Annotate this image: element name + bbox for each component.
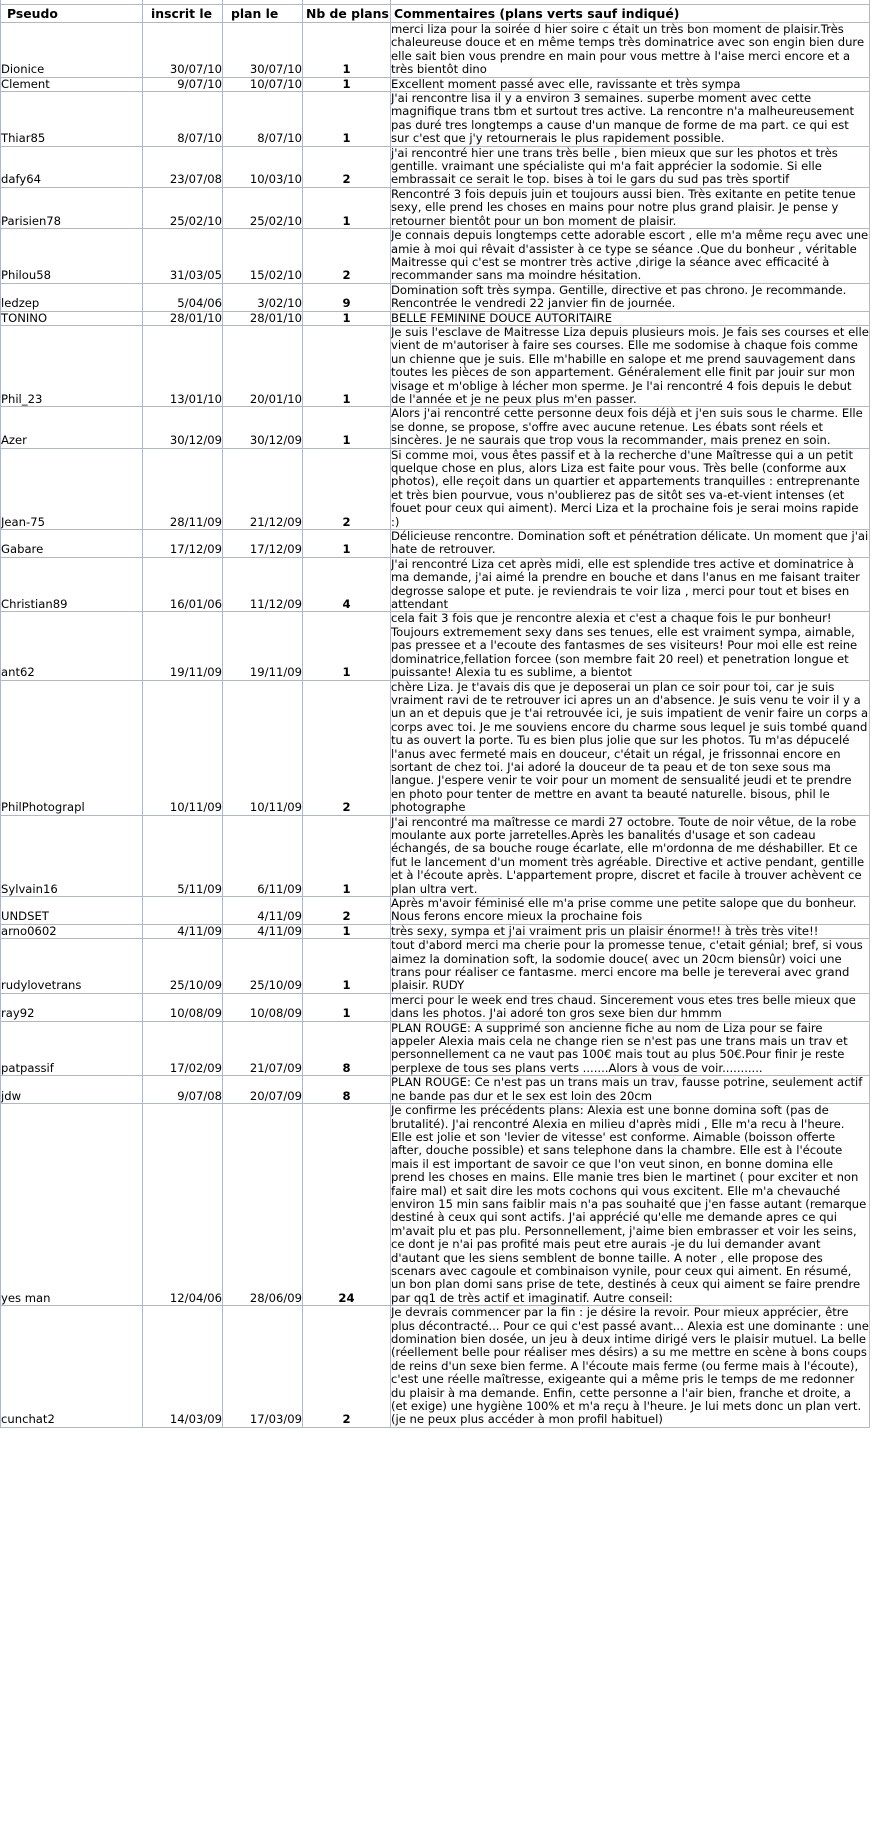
cell-plan-le[interactable]: 28/06/09: [223, 1104, 303, 1306]
cell-nb-de-plans[interactable]: 1: [303, 530, 391, 558]
column-header-pseudo[interactable]: Pseudo: [1, 5, 143, 23]
cell-commentaire[interactable]: [391, 77, 870, 91]
cell-plan-le[interactable]: 10/07/10: [223, 77, 303, 91]
table-row: [1, 187, 870, 228]
cell-inscrit-le[interactable]: 16/01/06: [143, 557, 223, 612]
cell-pseudo[interactable]: Dionice: [1, 23, 143, 78]
table-row: [1, 924, 870, 938]
cell-nb-de-plans[interactable]: 1: [303, 92, 391, 147]
table-row: [1, 77, 870, 91]
column-header-comment[interactable]: Commentaires (plans verts sauf indiqué): [391, 5, 870, 23]
comment-text: Je confirme les précédents plans: Alexia est une bonne domina soft (pas de brutalité). J'ai rencontré Alexia en milieu d'après midi , Elle m'a recu à l'heure. Elle est jolie et son 'levier de vitesse' est conforme. Aimable (boisson offerte after, douche possible) et sans telephone dans la chambre. Elle est à l'écoute mais il est important de savoir ce que l'on veut sinon, en bonne domina elle prend les choses en mains. Elle manie tres bien le martinet ( pour exciter et non faire mal) et sait dire les mots cochons qui vous excitent. Elle m'a chevauché environ 15 min sans faiblir mais n'a pas souhaité que j'en fasse autant (remarque destiné à ceux qui sont actifs. J'ai apprécié qu'elle me demande apres ce qui m'avait plu et pas plu. Personnellement, j'aime bien embrasser et voir les seins, ce dont je n'ai pas profité mais peut etre aurais -je du lui demander avant d'autant que les siens semblent de bonne taille. A noter , elle propose des scenars avec cagoule et combinaison vynile, pour ceux qui aiment. En résumé, un bon plan domi sans prise de tete, destinés à ceux qui aiment se faire prendre par qq1 de très actif et imaginatif. Autre conseil:: [391, 1103, 867, 1305]
cell-pseudo[interactable]: jdw: [1, 1076, 143, 1104]
cell-nb-de-plans[interactable]: 1: [303, 23, 391, 78]
cell-commentaire[interactable]: [391, 187, 870, 228]
cell-pseudo[interactable]: ledzep: [1, 283, 143, 311]
table-header-row: [1, 5, 870, 23]
table-row: [1, 146, 870, 187]
comment-text: PLAN ROUGE: A supprimé son ancienne fiche au nom de Liza pour se faire appeler Alexia mais cela ne change rien se n'est pas une trans mais un trav et personnellement ca ne vaut pas 100€ mais tout au plus 50€.Pour finir je reste perplexe de tous ses plans verts .......Alors à vous de voir...........: [391, 1021, 848, 1075]
cell-inscrit-le[interactable]: 14/03/09: [143, 1306, 223, 1428]
comment-text: Alors j'ai rencontré cette personne deux fois déjà et j'en suis sous le charme. Elle se donne, se propose, s'offre avec aucune retenue. Les ébats sont réels et sincères. Je ne saurais que trop vous la recommander, mais prenez en soin.: [391, 406, 863, 448]
comment-text: chère Liza. Je t'avais dis que je deposerai un plan ce soir pour toi, car je suis vraiment ravi de te retrouver ici apres un an d'absence. Je suis venu te voir il y a un an et depuis que je t'ai retrouvée ici, je suis impatient de venir faire un corps a corps avec toi. Je me souviens encore du charme sous lequel je suis tombé quand tu as ouvert la porte. Tu es bien plus jolie que sur les photos. Tu m'as dépucelé l'anus avec fermeté mais en douceur, c'était un régal, je frissonnai encore en sortant de chez toi. J'ai adoré la douceur de ta peau et de ton sexe sous ma langue. J'espere venir te voir pour un moment de sensualité jeudi et te prendre en photo pour tenter de mettre en avant ta beauté naturelle. bisous, phil le photographe: [391, 680, 869, 815]
cell-plan-le[interactable]: 21/07/09: [223, 1021, 303, 1076]
table-row: [1, 1306, 870, 1428]
cell-nb-de-plans[interactable]: 2: [303, 1306, 391, 1428]
comment-text: cela fait 3 fois que je rencontre alexia et c'est a chaque fois le pur bonheur! Toujours extremement sexy dans ses tenues, elle est vraiment sympa, aimable, pas pressee et a l'ecoute des fantasmes de ses visiteurs! Pour moi elle est reine dominatrice,fellation forcee (son membre fait 20 reel) et penetration longue et puissante! Alexia tu es sublime, a bientot: [391, 611, 858, 680]
cell-nb-de-plans[interactable]: 2: [303, 448, 391, 529]
cell-inscrit-le[interactable]: 31/03/05: [143, 229, 223, 284]
cell-inscrit-le[interactable]: 13/01/10: [143, 325, 223, 406]
cell-inscrit-le[interactable]: 30/12/09: [143, 407, 223, 448]
comment-text: BELLE FEMININE DOUCE AUTORITAIRE: [391, 311, 613, 325]
cell-nb-de-plans[interactable]: 1: [303, 815, 391, 896]
cell-inscrit-le[interactable]: 19/11/09: [143, 612, 223, 680]
cell-nb-de-plans[interactable]: 2: [303, 146, 391, 187]
cell-inscrit-le[interactable]: [143, 897, 223, 925]
cell-plan-le[interactable]: 4/11/09: [223, 924, 303, 938]
cell-inscrit-le[interactable]: 12/04/06: [143, 1104, 223, 1306]
cell-pseudo[interactable]: Sylvain16: [1, 815, 143, 896]
cell-nb-de-plans[interactable]: 4: [303, 557, 391, 612]
table-body: [1, 0, 870, 1427]
column-header-nb[interactable]: Nb de plans: [303, 5, 391, 23]
cell-nb-de-plans[interactable]: 2: [303, 680, 391, 815]
cell-pseudo[interactable]: TONINO: [1, 311, 143, 325]
cell-pseudo[interactable]: Clement: [1, 77, 143, 91]
cell-nb-de-plans[interactable]: 1: [303, 939, 391, 994]
table-row: [1, 92, 870, 147]
cell-inscrit-le[interactable]: 8/07/10: [143, 92, 223, 147]
table-row: [1, 1076, 870, 1104]
comment-text: Excellent moment passé avec elle, ravissante et très sympa: [391, 77, 741, 91]
cell-commentaire[interactable]: [391, 815, 870, 896]
table-row: [1, 993, 870, 1021]
cell-commentaire[interactable]: [391, 92, 870, 147]
table-row: [1, 815, 870, 896]
cell-commentaire[interactable]: [391, 448, 870, 529]
cell-pseudo[interactable]: patpassif: [1, 1021, 143, 1076]
cell-plan-le[interactable]: 19/11/09: [223, 612, 303, 680]
cell-plan-le[interactable]: 20/07/09: [223, 1076, 303, 1104]
table-row: [1, 229, 870, 284]
cell-plan-le[interactable]: 20/01/10: [223, 325, 303, 406]
comment-text: très sexy, sympa et j'ai vraiment pris un plaisir énorme!! à très très vite!!: [391, 924, 819, 938]
table-row: [1, 23, 870, 78]
cell-plan-le[interactable]: 10/08/09: [223, 993, 303, 1021]
cell-plan-le[interactable]: 8/07/10: [223, 92, 303, 147]
cell-pseudo[interactable]: PhilPhotograpl: [1, 680, 143, 815]
cell-commentaire[interactable]: [391, 924, 870, 938]
cell-plan-le[interactable]: 15/02/10: [223, 229, 303, 284]
table-row: [1, 680, 870, 815]
cell-commentaire[interactable]: [391, 283, 870, 311]
cell-commentaire[interactable]: [391, 407, 870, 448]
cell-plan-le[interactable]: 28/01/10: [223, 311, 303, 325]
table-row: [1, 530, 870, 558]
cell-plan-le[interactable]: 10/11/09: [223, 680, 303, 815]
cell-commentaire[interactable]: [391, 1306, 870, 1428]
cell-commentaire[interactable]: [391, 146, 870, 187]
cell-plan-le[interactable]: 25/02/10: [223, 187, 303, 228]
table-row: [1, 407, 870, 448]
cell-nb-de-plans[interactable]: 9: [303, 283, 391, 311]
cell-pseudo[interactable]: rudylovetrans: [1, 939, 143, 994]
cell-pseudo[interactable]: Azer: [1, 407, 143, 448]
cell-inscrit-le[interactable]: 9/07/08: [143, 1076, 223, 1104]
comment-text: PLAN ROUGE: Ce n'est pas un trans mais un trav, fausse potrine, seulement actif ne bande pas dur et le sex est loin des 20cm: [391, 1075, 863, 1103]
cell-nb-de-plans[interactable]: 1: [303, 325, 391, 406]
cell-nb-de-plans[interactable]: 8: [303, 1021, 391, 1076]
cell-pseudo[interactable]: ray92: [1, 993, 143, 1021]
comment-text: Je devrais commencer par la fin : je désire la revoir. Pour mieux apprécier, être plus décontracté... Pour ce qui c'est passé avant... Alexia est une dominante : une domination bien dosée, un jeu à deux intime dirigé vers le plaisir mutuel. La belle (réellement belle pour réaliser mes désirs) a su me mettre en scène à bons coups de reins d'un sexe bien ferme. A l'écoute mais ferme (ou ferme mais à l'écoute), c'est une réelle maîtresse, exigeante qui a même pris le temps de me redonner du plaisir à ma demande. Enfin, cette personne a l'air bien, franche et droite, a (et exige) une hygiène 100% et m'a reçu à l'heure. Je lui mets donc un plan vert. (je ne peux plus accéder à mon profil habituel): [391, 1305, 869, 1427]
cell-plan-le[interactable]: 25/10/09: [223, 939, 303, 994]
table-row: [1, 325, 870, 406]
cell-commentaire[interactable]: [391, 1021, 870, 1076]
cell-commentaire[interactable]: [391, 993, 870, 1021]
comment-text: J'ai rencontré ma maîtresse ce mardi 27 octobre. Toute de noir vêtue, de la robe moulante aux porte jarretelles.Après les banalités d'usage et son cadeau échangés, de sa bouche rouge écarlate, elle m'ordonna de me déshabiller. Et ce fut le lancement d'un moment très agréable. Directive et active pendant, gentille et à l'écoute après. L'appartement propre, discret et facile à trouver achèvent ce plan ultra vert.: [391, 815, 865, 896]
comment-text: J'ai rencontré Liza cet après midi, elle est splendide tres active et dominatrice à ma demande, j'ai aimé la prendre en bouche et dans l'anus en me faisant traiter degrosse salope et pute. je reviendrais te voir liza , merci pour tout et bises en attendant: [391, 557, 860, 612]
table-row: [1, 1021, 870, 1076]
cell-commentaire[interactable]: [391, 612, 870, 680]
comment-text: Domination soft très sympa. Gentille, directive et pas chrono. Je recommande. Rencontrée le vendredi 22 janvier fin de journée.: [391, 283, 847, 311]
cell-nb-de-plans[interactable]: 24: [303, 1104, 391, 1306]
comment-text: tout d'abord merci ma cherie pour la promesse tenue, c'etait génial; bref, si vous aimez la domination soft, la sodomie douce( avec un 20cm biensûr) voici une trans pour réaliser ce fantasme. merci encore ma belle je tereverai avec grand plaisir. RUDY: [391, 938, 863, 993]
cell-nb-de-plans[interactable]: 2: [303, 229, 391, 284]
cell-nb-de-plans[interactable]: 1: [303, 407, 391, 448]
cell-pseudo[interactable]: Thiar85: [1, 92, 143, 147]
cell-pseudo[interactable]: UNDSET: [1, 897, 143, 925]
cell-nb-de-plans[interactable]: 2: [303, 897, 391, 925]
cell-inscrit-le[interactable]: 23/07/08: [143, 146, 223, 187]
cell-inscrit-le[interactable]: 25/02/10: [143, 187, 223, 228]
cell-inscrit-le[interactable]: 17/12/09: [143, 530, 223, 558]
cell-nb-de-plans[interactable]: 1: [303, 77, 391, 91]
cell-plan-le[interactable]: 17/12/09: [223, 530, 303, 558]
cell-commentaire[interactable]: [391, 557, 870, 612]
cell-inscrit-le[interactable]: 5/11/09: [143, 815, 223, 896]
comment-text: Délicieuse rencontre. Domination soft et pénétration délicate. Un moment que j'ai hate de retrouver.: [391, 529, 869, 557]
cell-nb-de-plans[interactable]: 1: [303, 924, 391, 938]
cell-pseudo[interactable]: Gabare: [1, 530, 143, 558]
cell-inscrit-le[interactable]: 9/07/10: [143, 77, 223, 91]
cell-plan-le[interactable]: 6/11/09: [223, 815, 303, 896]
cell-commentaire[interactable]: [391, 229, 870, 284]
cell-commentaire[interactable]: [391, 325, 870, 406]
cell-inscrit-le[interactable]: 25/10/09: [143, 939, 223, 994]
cell-plan-le[interactable]: 4/11/09: [223, 897, 303, 925]
comment-text: Rencontré 3 fois depuis juin et toujours aussi bien. Très exitante en petite tenue sexy, elle prend les choses en mains pour notre plus grand plaisir. Je pense y retourner bientôt pour un bon moment de plaisir.: [391, 187, 856, 228]
cell-plan-le[interactable]: 30/12/09: [223, 407, 303, 448]
comment-text: Si comme moi, vous êtes passif et à la recherche d'une Maîtresse qui a un petit quelque chose en plus, alors Liza est faite pour vous. Très belle (conforme aux photos), elle reçoit dans un quartier et appartements tranquilles : entreprenante et très bien pourvue, vous n'oublierez pas de sitôt ses va-et-vient intenses (et fouet pour ceux qui aiment). Merci Liza et la prochaine fois je serai moins rapide :): [391, 448, 860, 529]
cell-pseudo[interactable]: arno0602: [1, 924, 143, 938]
cell-commentaire[interactable]: [391, 1076, 870, 1104]
cell-plan-le[interactable]: 10/03/10: [223, 146, 303, 187]
cell-commentaire[interactable]: [391, 1104, 870, 1306]
table-row: [1, 311, 870, 325]
cell-plan-le[interactable]: 21/12/09: [223, 448, 303, 529]
table-row: [1, 448, 870, 529]
table-row: [1, 283, 870, 311]
cell-nb-de-plans[interactable]: 1: [303, 311, 391, 325]
cell-commentaire[interactable]: [391, 23, 870, 78]
cell-inscrit-le[interactable]: 5/04/06: [143, 283, 223, 311]
cell-inscrit-le[interactable]: 10/08/09: [143, 993, 223, 1021]
cell-plan-le[interactable]: 30/07/10: [223, 23, 303, 78]
cell-plan-le[interactable]: 17/03/09: [223, 1306, 303, 1428]
cell-inscrit-le[interactable]: 28/11/09: [143, 448, 223, 529]
cell-inscrit-le[interactable]: 30/07/10: [143, 23, 223, 78]
comment-text: Je connais depuis longtemps cette adorable escort , elle m'a même reçu avec une amie à moi qui rêvait d'assister à ce type se séance .Que du bonheur , véritable Maitresse qui c'est se montrer très active ,dirige la séance avec efficacité à recommander sans ma moindre hésitation.: [391, 228, 869, 283]
cell-plan-le[interactable]: 11/12/09: [223, 557, 303, 612]
cell-inscrit-le[interactable]: 10/11/09: [143, 680, 223, 815]
cell-commentaire[interactable]: [391, 897, 870, 925]
cell-pseudo[interactable]: Parisien78: [1, 187, 143, 228]
cell-inscrit-le[interactable]: 28/01/10: [143, 311, 223, 325]
cell-pseudo[interactable]: dafy64: [1, 146, 143, 187]
column-header-inscrit[interactable]: inscrit le: [143, 5, 223, 23]
comment-text: j'ai rencontré hier une trans très belle , bien mieux que sur les photos et très gentille. vraimant une spécialiste qui m'a fait apprécier la sodomie. Si elle embrassait ce serait le top. bises à toi le gars du sud pas très sportif: [391, 146, 838, 187]
comment-text: Je suis l'esclave de Maitresse Liza depuis plusieurs mois. Je fais ses courses et elle vient de m'autoriser à faire ses courses. Elle me sodomise à chaque fois comme un chienne que je suis. Elle m'habille en salope et me prend sauvagement dans toutes les pièces de son appartement. Généralement elle finit par jouir sur mon visage et m'oblige à lécher mon sperme. Je l'ai rencontré 4 fois depuis le debut de l'année et je ne peux plus m'en passer.: [391, 325, 869, 406]
cell-pseudo[interactable]: Jean-75: [1, 448, 143, 529]
cell-commentaire[interactable]: [391, 311, 870, 325]
table-row: [1, 557, 870, 612]
comment-text: merci liza pour la soirée d hier soire c était un très bon moment de plaisir.Très chaleureuse douce et en même temps très dominatrice avec son engin bien dure elle sait bien vous prendre en main pour vous mettre à l'aise merci encore et a très bientôt dino: [391, 22, 865, 77]
table-row: [1, 939, 870, 994]
table-row: [1, 1104, 870, 1306]
column-header-plan[interactable]: plan le: [223, 5, 303, 23]
cell-commentaire[interactable]: [391, 530, 870, 558]
cell-pseudo[interactable]: cunchat2: [1, 1306, 143, 1428]
cell-commentaire[interactable]: [391, 680, 870, 815]
cell-nb-de-plans[interactable]: 1: [303, 612, 391, 680]
cell-nb-de-plans[interactable]: 8: [303, 1076, 391, 1104]
cell-plan-le[interactable]: 3/02/10: [223, 283, 303, 311]
cell-commentaire[interactable]: [391, 939, 870, 994]
comment-text: J'ai rencontre lisa il y a environ 3 semaines. superbe moment avec cette magnifique trans tbm et surtout tres active. La rencontre n'a malheureusement pas duré tres longtemps a cause d'un manque de forme de ma part. ce qui est sur c'est que j'y retournerais le plus rapidement possible.: [391, 91, 854, 146]
cell-pseudo[interactable]: Phil_23: [1, 325, 143, 406]
cell-pseudo[interactable]: ant62: [1, 612, 143, 680]
comment-text: Après m'avoir féminisé elle m'a prise comme une petite salope que du bonheur. Nous ferons encore mieux la prochaine fois: [391, 896, 857, 924]
cell-nb-de-plans[interactable]: 1: [303, 993, 391, 1021]
cell-nb-de-plans[interactable]: 1: [303, 187, 391, 228]
cell-inscrit-le[interactable]: 17/02/09: [143, 1021, 223, 1076]
table-row: [1, 612, 870, 680]
cell-pseudo[interactable]: yes man: [1, 1104, 143, 1306]
cell-pseudo[interactable]: Philou58: [1, 229, 143, 284]
cell-inscrit-le[interactable]: 4/11/09: [143, 924, 223, 938]
table-row: [1, 897, 870, 925]
comment-text: merci pour le week end tres chaud. Sincerement vous etes tres belle mieux que dans les photos. J'ai adoré ton gros sexe bien dur hmmm: [391, 993, 856, 1021]
cell-pseudo[interactable]: Christian89: [1, 557, 143, 612]
